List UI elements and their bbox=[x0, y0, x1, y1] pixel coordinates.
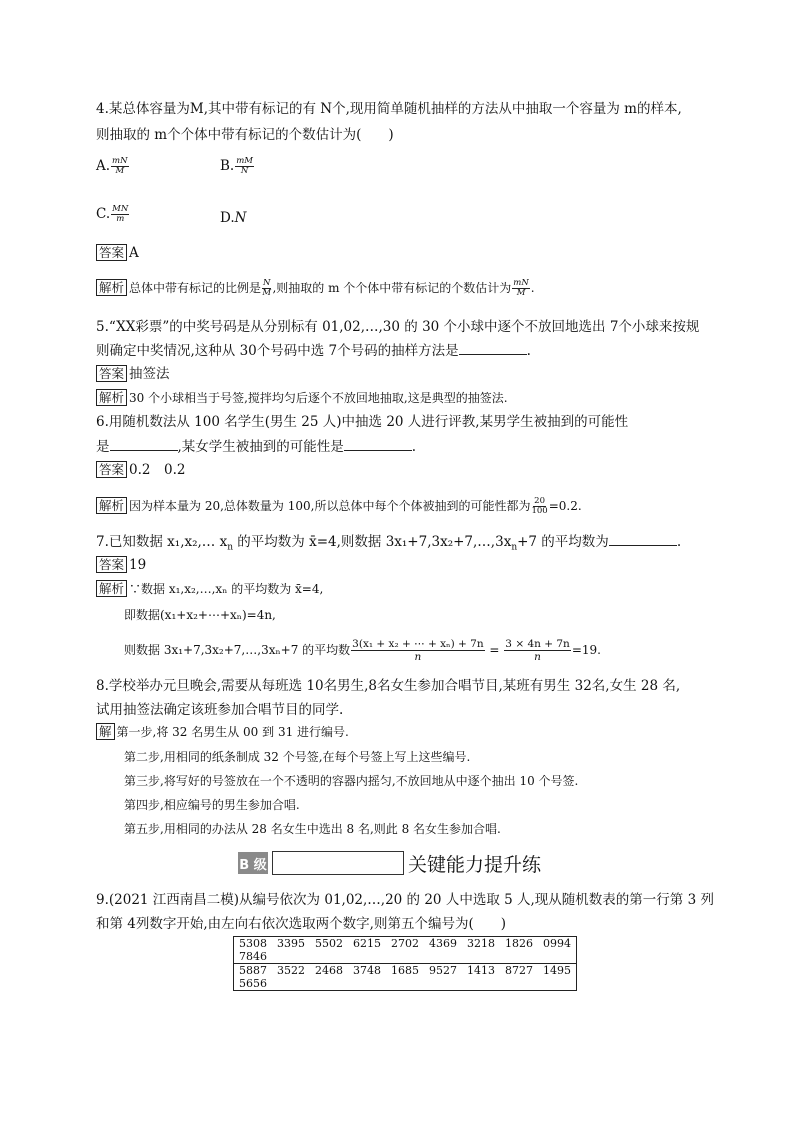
q9-stem-line1: 9.(2021 江西南昌二模)从编号依次为 01,02,…,20 的 20 人中选取 5 人,现从随机数表的第一行第 3 列 bbox=[96, 892, 714, 908]
q7-analysis-line2: 即数据(x₁+x₂+⋯+xₙ)=4n, bbox=[124, 608, 276, 622]
q4-stem-line1: 4.某总体容量为M,其中带有标记的有 N个,现用简单随机抽样的方法从中抽取一个容量为 m的样本, bbox=[96, 101, 682, 117]
q6-stem-line1: 6.用随机数法从 100 名学生(男生 25 人)中抽选 20 人进行评教,某男学生被抽到的可能性 bbox=[96, 414, 629, 430]
q8-solution-step5: 第五步,用相同的办法从 28 名女生中选出 8 名,则此 8 名女生参加合唱. bbox=[124, 822, 501, 836]
q5-stem-line2: 则确定中奖情况,这种从 30个号码中选 7个号码的抽样方法是 . bbox=[96, 343, 531, 359]
q6-answer: 答案 0.2 0.2 bbox=[96, 461, 185, 479]
table-row: 7846 bbox=[239, 950, 267, 963]
q8-stem-line1: 8.学校举办元旦晚会,需要从每班选 10名男生,8名女生参加合唱节目,某班有男生 32名,女生 28 名, bbox=[96, 678, 681, 694]
answer-tag: 答案 bbox=[96, 365, 127, 382]
solution-tag: 解 bbox=[96, 723, 115, 740]
table-row: 5656 bbox=[239, 977, 267, 990]
analysis-tag: 解析 bbox=[96, 279, 127, 296]
analysis-tag: 解析 bbox=[96, 497, 127, 514]
q4-stem-line2: 则抽取的 m个个体中带有标记的个数估计为( ) bbox=[96, 127, 394, 143]
q6-stem-line2: 是 ,某女学生被抽到的可能性是 . bbox=[96, 439, 417, 455]
q5-answer: 答案 抽签法 bbox=[96, 365, 170, 383]
analysis-tag: 解析 bbox=[96, 580, 127, 597]
q8-solution-step2: 第二步,用相同的纸条制成 32 个号签,在每个号签上写上这些编号. bbox=[124, 750, 471, 764]
table-row: 5308 3395 5502 6215 2702 4369 3218 1826 0994 bbox=[239, 937, 571, 950]
answer-tag: 答案 bbox=[96, 461, 127, 478]
q6-blank-1 bbox=[110, 438, 178, 451]
section-header-b bbox=[238, 847, 541, 879]
section-badge: B 级 bbox=[238, 852, 268, 874]
table-row: 5887 3522 2468 3748 1685 9527 1413 8727 1495 bbox=[234, 964, 577, 978]
q7-analysis-line3: 则数据 3x₁+7,3x₂+7,…,3xₙ+7 的平均数 $\frac{\text{3(x₁ + x₂ + ⋯ + xₙ) + 7n}}{n}$ = $\frac{3 \times 4n + 7n}{n}$ =19. bbox=[124, 638, 601, 663]
q8-solution-step4: 第四步,相应编号的男生参加合唱. bbox=[124, 798, 300, 812]
q8-solution-step1: 解 第一步,将 32 名男生从 00 到 31 进行编号. bbox=[96, 723, 349, 741]
analysis-tag: 解析 bbox=[96, 389, 127, 406]
q8-solution-step3: 第三步,将写好的号签放在一个不透明的容器内摇匀,不放回地从中逐个抽出 10 个号签. bbox=[124, 774, 579, 788]
q5-analysis: 解析 30 个小球相当于号签,搅拌均匀后逐个不放回地抽取,这是典型的抽签法. bbox=[96, 389, 508, 407]
q6-blank-2 bbox=[344, 438, 412, 451]
q5-blank bbox=[459, 342, 527, 355]
q4-choice-d: D.N bbox=[220, 210, 247, 226]
q4-answer: 答案 A bbox=[96, 244, 139, 262]
q7-blank bbox=[609, 533, 677, 546]
q7-stem: 7.已知数据 x₁,x₂,… $x_n$ 的平均数为 x̄=4,则数据 $3x_1+7,3x_2+7,\dots,3x_n+7$ 的平均数为 . bbox=[96, 534, 682, 553]
random-number-table bbox=[233, 936, 577, 991]
q8-stem-line2: 试用抽签法确定该班参加合唱节目的同学. bbox=[96, 702, 344, 718]
q4-choice-a: A. $\frac{mN}{M}$ bbox=[96, 156, 128, 176]
q7-analysis-line1: 解析 ∵数据 x₁,x₂,…,xₙ 的平均数为 x̄=4, bbox=[96, 580, 323, 598]
q5-stem-line1: 5.“XX彩票”的中奖号码是从分别标有 01,02,…,30 的 30 个小球中逐个不放回地选出 7个小球来按规 bbox=[96, 319, 700, 335]
q6-analysis: 解析 因为样本量为 20,总体数量为 100,所以总体中每个个体被抽到的可能性都为 $\frac{20}{100}$ =0.2. bbox=[96, 497, 582, 516]
q9-stem-line2: 和第 4列数字开始,由左向右依次选取两个数字,则第五个编号为( ) bbox=[96, 916, 506, 932]
section-title: 关键能力提升练 bbox=[408, 853, 542, 876]
q4-analysis: 解析 总体中带有标记的比例是 $\frac{N}{M}$ ,则抽取的 m 个个体中带有标记的个数估计为 $\frac{mN}{M}$ . bbox=[96, 279, 535, 298]
q4-choice-c: C. $\frac{MN}{m}$ bbox=[96, 204, 129, 224]
answer-tag: 答案 bbox=[96, 556, 127, 573]
answer-tag: 答案 bbox=[96, 244, 127, 261]
q4-choice-b: B. $\frac{mM}{N}$ bbox=[220, 156, 253, 176]
section-blank-box bbox=[272, 851, 404, 875]
q7-answer: 答案 19 bbox=[96, 556, 146, 574]
